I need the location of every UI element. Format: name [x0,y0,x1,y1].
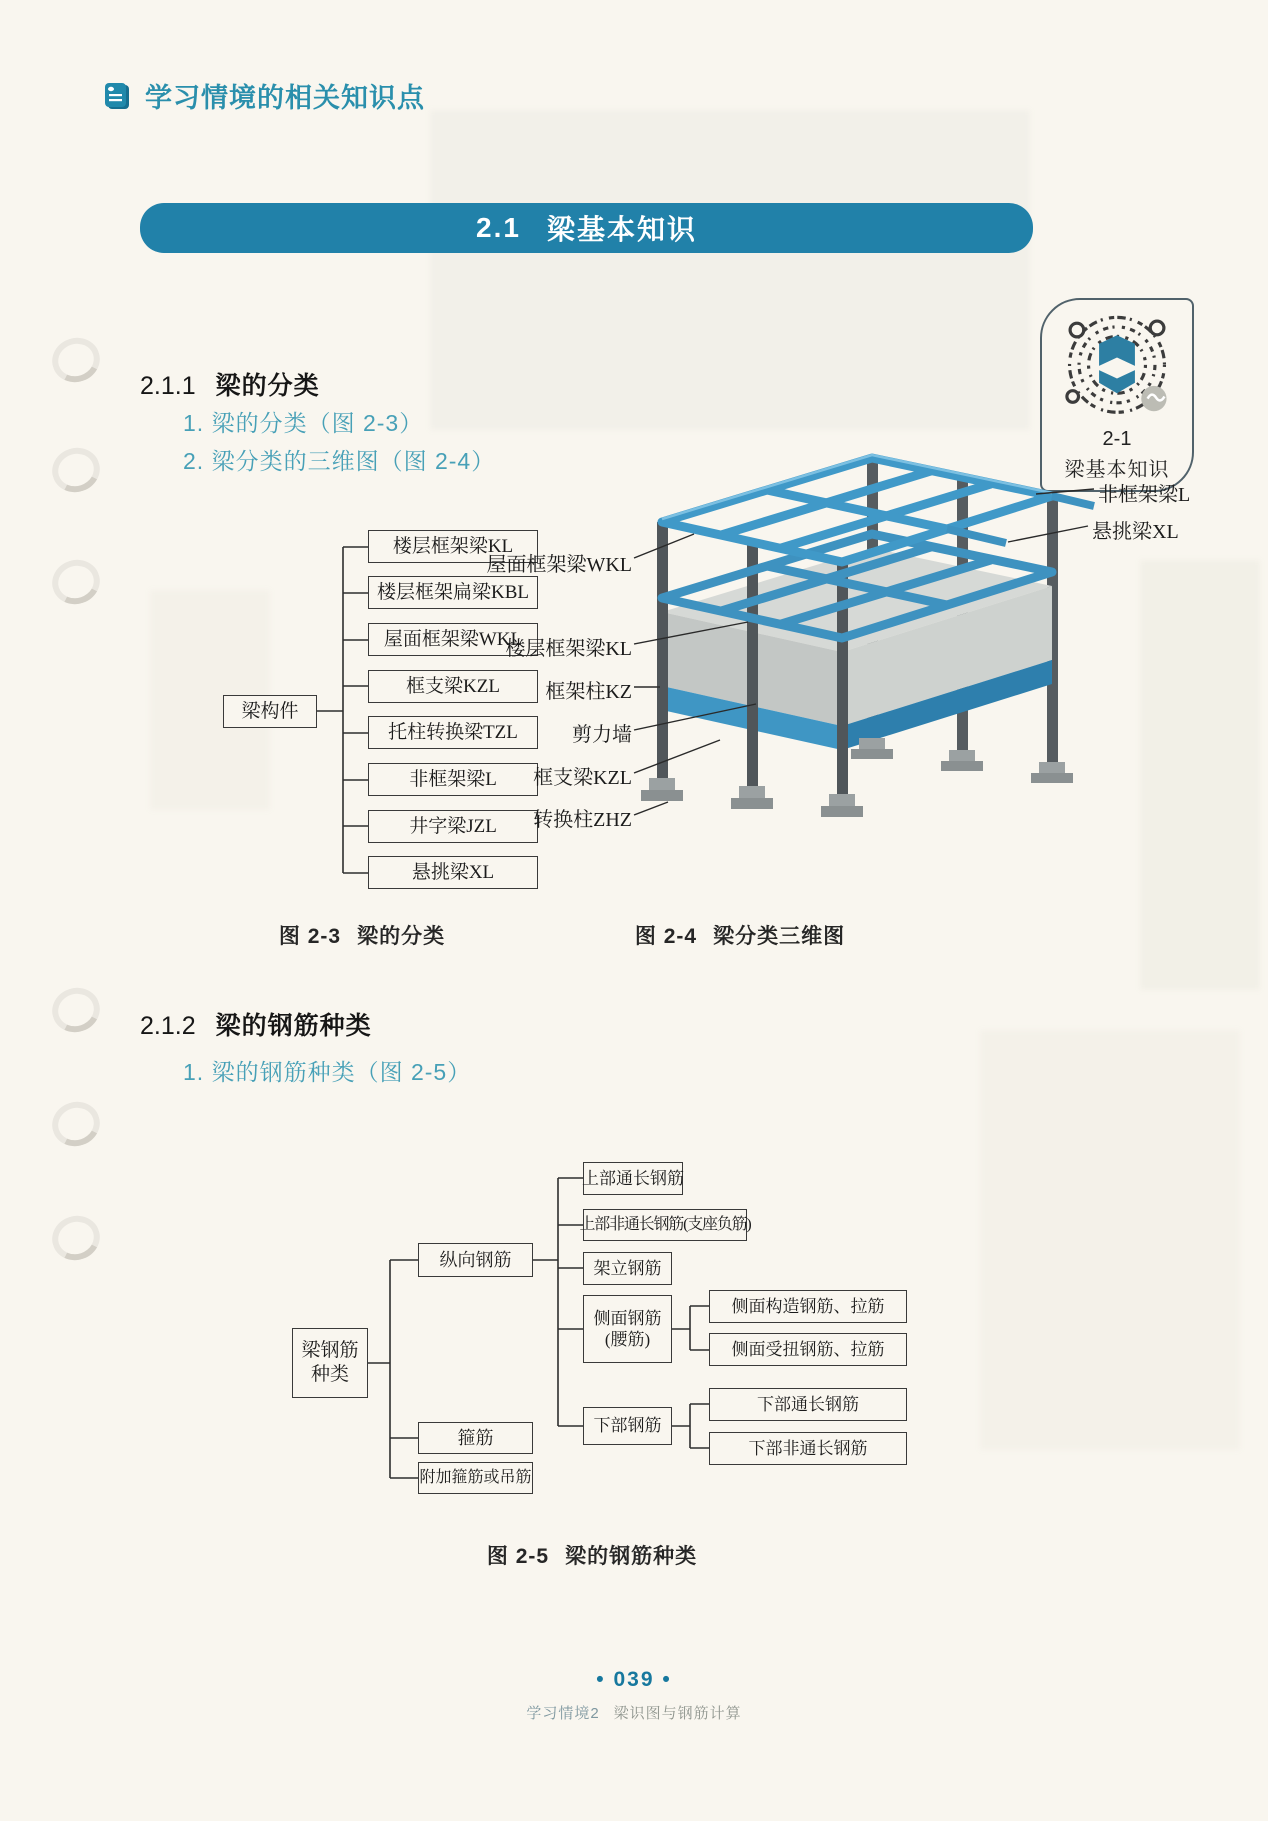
tree-node-stirrup [418,1422,533,1454]
tree-node-top-through-rebar [583,1162,683,1195]
tree-node-label: 下部钢筋 [593,1416,662,1436]
iso-label-non-frame-beam: 非框架梁L [1098,484,1191,506]
fig-2-5-caption [442,1540,742,1570]
subsection-title: 梁的分类 [215,372,320,400]
tree-leaf-side-torsion [709,1333,907,1366]
tree-node-label: (腰筋) [604,1330,651,1349]
caption-title: 梁的钢筋种类 [565,1545,698,1568]
fig-2-4-caption [590,920,890,950]
tree-leaf-label: 侧面构造钢筋、拉筋 [731,1296,885,1316]
tree-leaf-label: 屋面框架梁WKL [383,628,523,650]
tree-root-label: 梁钢筋 [301,1340,359,1362]
roof-frame-beams [662,458,1052,562]
bullet: • [596,1668,606,1691]
section-banner [140,203,1033,253]
caption-title: 梁的分类 [357,925,446,948]
page-number-value: 039 [613,1668,655,1691]
binder-hole [46,554,105,611]
subsection-number: 2.1.2 [140,1012,196,1040]
tree-leaf-label: 楼层框架梁KL [392,535,514,557]
tree-leaf-label: 下部通长钢筋 [757,1394,859,1414]
tree-node-label: 架立钢筋 [593,1258,662,1278]
binder-hole [46,982,105,1039]
fig-2-4-building-illustration [600,430,1120,840]
iso-label-roof-frame-beam: 屋面框架梁WKL [486,554,632,576]
tree-node-erection-rebar [583,1252,672,1285]
tree-node-label: 附加箍筋或吊筋 [419,1469,532,1486]
tree-node-top-non-through-rebar [579,1209,751,1241]
binder-hole [46,442,105,499]
tree-leaf [368,763,538,796]
tree-node-label: 箍筋 [457,1427,494,1448]
subsection-heading-211 [140,366,320,402]
header-title: 学习情境的相关知识点 [145,83,425,113]
tree-node-bottom-rebar [583,1407,672,1445]
tree-leaf-label: 楼层框架扁梁KBL [376,581,529,603]
subsection-number: 2.1.1 [140,372,196,400]
caption-label: 图 2-4 [634,925,698,948]
tree-leaf-label: 托柱转换梁TZL [388,721,518,743]
tree-leaf-label: 下部非通长钢筋 [748,1438,868,1458]
qr-code-number: 2-1 [1102,428,1132,450]
tree-node-additional-stirrup [418,1462,533,1494]
fig-2-3-caption [212,920,512,950]
binder-hole [46,1096,105,1153]
tree-leaf-label: 侧面受扭钢筋、拉筋 [731,1339,885,1359]
subsection-title: 梁的钢筋种类 [215,1012,372,1040]
tree-leaf [368,810,538,843]
tree-leaf-label: 框支梁KZL [406,675,500,697]
running-footer [0,1702,1268,1723]
binder-hole [46,1210,105,1267]
caption-label: 图 2-5 [486,1545,550,1568]
column-footings [641,738,1073,817]
caption-title: 梁分类三维图 [713,925,846,948]
tree-root-label: 种类 [310,1364,349,1385]
section-title: 梁基本知识 [546,214,697,245]
page-showthrough [430,110,1030,430]
binder-hole [46,332,105,389]
miniprogram-qr-icon [1059,310,1175,426]
tree-node-side-rebar [583,1295,672,1363]
tree-root-beam-rebar-types [292,1328,368,1398]
tree-leaf-side-constructional [709,1290,907,1323]
subsection-heading-212 [140,1006,372,1042]
tree-leaf-label: 悬挑梁XL [411,861,495,883]
tree-root-beam-component [223,695,317,728]
list-item: 1. 梁的分类（图 2-3） [183,410,424,436]
section-number: 2.1 [476,212,521,243]
page-showthrough [1140,560,1260,990]
tree-root-label: 梁构件 [241,700,299,722]
page-number [0,1668,1268,1692]
fig-2-3-connectors [317,547,368,873]
qr-code-name: 梁基本知识 [1064,459,1170,481]
tree-node-longitudinal-rebar [418,1243,533,1277]
list-item: 1. 梁的钢筋种类（图 2-5） [183,1059,472,1085]
bullet: • [662,1668,672,1691]
tree-leaf [368,716,538,749]
tree-node-label: 侧面钢筋 [593,1308,662,1328]
tree-node-label: 上部非通长钢筋(支座负筋) [579,1216,751,1233]
iso-label-cantilever-beam: 悬挑梁XL [1092,521,1179,543]
tree-node-label: 纵向钢筋 [439,1249,512,1270]
iso-label-transfer-column: 转换柱ZHZ [533,809,632,831]
iso-label-shear-wall: 剪力墙 [572,724,632,746]
footer-title: 梁识图与钢筋计算 [613,1705,742,1722]
tree-node-label: 上部通长钢筋 [582,1168,684,1188]
tree-leaf [368,576,538,609]
footer-context: 学习情境2 [526,1705,600,1722]
list-item: 2. 梁分类的三维图（图 2-4） [183,448,496,474]
tree-leaf-bottom-non-through [709,1432,907,1465]
tree-leaf [368,670,538,703]
tree-leaf [368,856,538,889]
chapter-header [102,76,425,115]
caption-label: 图 2-3 [278,925,342,948]
iso-label-floor-frame-beam: 楼层框架梁KL [505,638,632,660]
tree-leaf-bottom-through [709,1388,907,1421]
notebook-icon [102,81,132,111]
iso-label-frame-column: 框架柱KZ [545,681,632,703]
page-showthrough [980,1030,1240,1450]
tree-leaf-label: 井字梁JZL [409,815,497,837]
iso-label-frame-supported-beam: 框支梁KZL [533,767,632,789]
tree-leaf-label: 非框架梁L [409,768,497,790]
